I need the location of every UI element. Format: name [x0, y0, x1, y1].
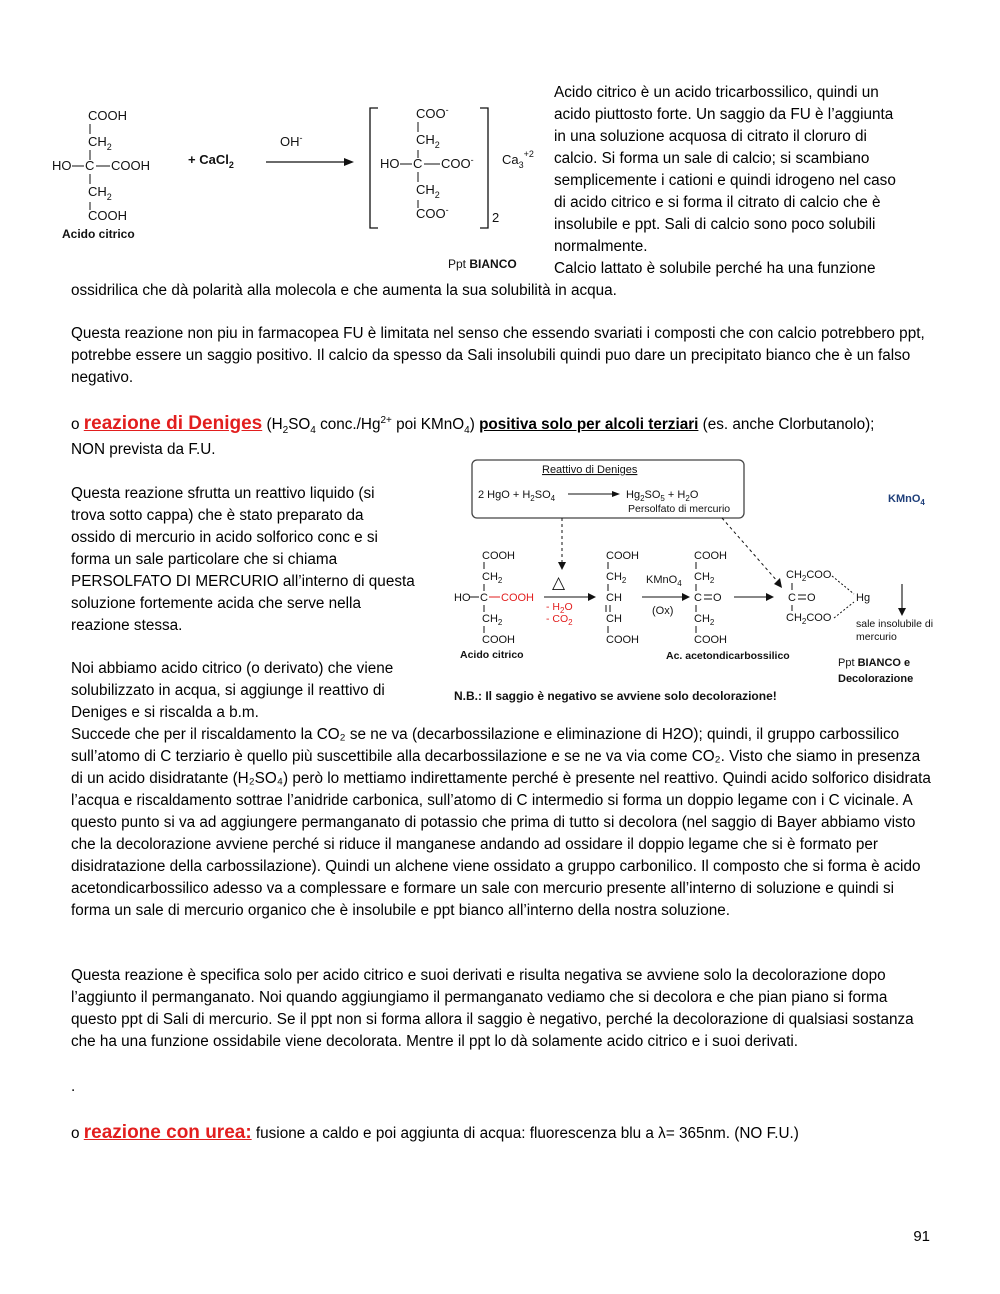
urea-tail: fusione a caldo e poi aggiunta di acqua: fluorescenza blu a [251, 1125, 659, 1142]
line: calcio. Si forma un sale di calcio; si scambiano [554, 150, 870, 167]
fig2-cooh-bot: COOH [482, 634, 515, 646]
right-coo-bot: COO- [416, 205, 449, 221]
right-ch2-top: $CH_2$ [416, 132, 440, 150]
deniges-line2: NON prevista da F.U. [71, 441, 216, 458]
paragraph-procedure [71, 658, 441, 724]
fig2-cooh-top: COOH [482, 550, 515, 562]
aco-ch: CH [606, 592, 622, 604]
sale-line1: sale insolubile di [856, 618, 934, 630]
acd-cooh-bot: COOH [694, 634, 727, 646]
hg-ch2coo-bot: $CH_2COO$ [786, 612, 832, 626]
left-ho: HO [52, 158, 72, 173]
bracket-subscript: 2 [492, 210, 500, 225]
deniges-title: reazione di Deniges [83, 413, 263, 434]
hg-o: O [807, 592, 816, 604]
paragraph-calcium-continuation: ossidrilica che dà polarità alla molecola e che aumenta la sua solubilità in acqua. [71, 282, 617, 299]
fig2-decolorazione: Decolorazione [838, 673, 914, 685]
line: di acido citrico e si forma il citrato di calcio che è [554, 194, 881, 211]
sub: 4 [310, 425, 316, 437]
sale-line2: mercurio [856, 631, 897, 643]
acd-ch2-bot: $CH_2$ [694, 613, 715, 627]
acd-o: O [713, 592, 722, 604]
right-coo-top: COO- [416, 105, 449, 121]
kmno4-top: KMnO$_4$ [888, 493, 925, 507]
line: reazione stessa. [71, 617, 183, 634]
paragraph-persolfato [71, 483, 441, 637]
formula: poi KMnO [391, 416, 465, 433]
fig2-ho: HO [454, 592, 471, 604]
fig2-ch2-bot: $CH_2$ [482, 613, 503, 627]
bullet: o [71, 416, 84, 433]
sub: 4 [464, 425, 470, 437]
ppt-bianco-label: Ppt BIANCO [448, 257, 517, 271]
hg-label: Hg [856, 592, 871, 604]
right-ho: HO [380, 156, 400, 171]
reattivo-title: Reattivo di Deniges [542, 464, 638, 476]
figure-calcium-citrate-reaction [48, 98, 538, 276]
left-ch2-top: $CH_2$ [88, 134, 112, 152]
acd-ch2: $CH_2$ [694, 571, 715, 585]
urea-title: reazione con urea: [83, 1122, 252, 1143]
fig2-cooh-red: COOH [501, 592, 534, 604]
fig2-nb: N.B.: Il saggio è negativo se avviene solo decolorazione! [454, 689, 777, 703]
deniges-tail: (es. anche Clorbutanolo); [698, 416, 875, 433]
urea-heading [71, 1122, 951, 1145]
bullet: o [71, 1125, 84, 1142]
line: Calcio lattato è solubile perché ha una funzione [554, 260, 876, 277]
sup: 2+ [380, 414, 392, 426]
line: semplicemente i cationi e quindi idrogeno nel caso [554, 172, 896, 189]
aco-cooh-bot: COOH [606, 634, 639, 646]
page-number: 91 [913, 1228, 930, 1245]
line: insolubile e ppt. Sali di calcio sono poco solubili [554, 216, 876, 233]
left-ch2-bot: $CH_2$ [88, 184, 112, 202]
deniges-bold-note: positiva solo per alcoli terziari [479, 416, 699, 433]
lambda-symbol: λ [658, 1125, 666, 1142]
aco-cooh-top: COOH [606, 550, 639, 562]
line: Deniges e si riscalda a b.m. [71, 704, 259, 721]
line: solubilizzato in acqua, si aggiunge il reattivo di [71, 682, 385, 699]
deniges-heading [71, 413, 951, 461]
dot: . [71, 1078, 76, 1095]
minus-co2: - $CO_2$ [546, 613, 573, 627]
paragraph-falso-negativo: Questa reazione non piu in farmacopea FU è limitata nel senso che essendo svariati i composti che con calcio potrebbero ppt, potrebbe essere un saggio positivo. Il calcio da spesso da Sali insolubili quindi puo dare un precipitato bianco che è un falso negativo. [71, 325, 925, 386]
paragraph-calcium-right [554, 82, 934, 280]
figure-deniges-reaction [448, 456, 940, 708]
paragraph-specificita: Questa reazione è specifica solo per acido citrico e suoi derivati e risulta negativa se avviene solo la decolorazione dopo l’aggiunto il permanganato. Noi quando aggiungiamo il permanganato vediamo che si decolora e che pian piano si forma questo ppt di Sali di mercurio. Se il ppt non si forma allora il saggio è negativo, perché la decolorazione di qualsiasi sostanza che ha una funzione ossidabile viene decolorata. Mentre il ppt lo dà solamente acido citrico e i suoi derivati. [71, 967, 914, 1050]
fig2-ch2: $CH_2$ [482, 571, 503, 585]
acd-c: C [694, 592, 702, 604]
fig2-ppt: Ppt BIANCO e [838, 657, 911, 669]
formula: (H [262, 416, 283, 433]
delta-icon: △ [552, 573, 566, 592]
left-c: C [85, 158, 95, 173]
line: PERSOLFATO DI MERCURIO all’interno di questa [71, 573, 415, 590]
line: trova sotto cappa) che è stato preparato da [71, 507, 364, 524]
left-cooh-bottom: COOH [88, 208, 127, 223]
hg-ch2coo-top: $CH_2COO$ [786, 569, 832, 583]
aco-ch2: $CH_2$ [606, 571, 627, 585]
acd-cooh-top: COOH [694, 550, 727, 562]
right-ch2-bot: $CH_2$ [416, 182, 440, 200]
line: in una soluzione acquosa di citrato il cloruro di [554, 128, 867, 145]
fig2-citric-name: Acido citrico [460, 649, 524, 661]
line: Questa reazione sfrutta un reattivo liquido (si [71, 485, 375, 502]
line: acido piuttosto forte. Un saggio da FU è l’aggiunta [554, 106, 894, 123]
fig2-c: C [480, 592, 488, 604]
oh-label: OH- [280, 133, 303, 149]
persolfato-label: Persolfato di mercurio [628, 503, 731, 515]
line: forma un sale particolare che si chiama [71, 551, 338, 568]
line: soluzione fortemente acida che serve nella [71, 595, 361, 612]
cacl2-reagent: + CaCl$_2$ [188, 152, 234, 170]
sub: 2 [282, 425, 289, 437]
eq-reagents: 2 HgO + $H_2SO_4$ [478, 489, 556, 503]
hg-c: C [788, 592, 796, 604]
line: Noi abbiamo acido citrico (o derivato) che viene [71, 660, 394, 677]
aco-ch-2: CH [606, 613, 622, 625]
left-cooh-right: COOH [111, 158, 150, 173]
formula: SO [288, 416, 311, 433]
line: ossido di mercurio in acido solforico conc e si [71, 529, 378, 546]
acido-citrico-label: Acido citrico [62, 227, 135, 241]
acd-name: Ac. acetondicarbossilico [666, 650, 790, 662]
kmno4-mid: KMnO$_4$ [646, 574, 682, 588]
ox-label: (Ox) [652, 605, 674, 617]
paragraph-decarbossilazione: Succede che per il riscaldamento la CO₂ se ne va (decarbossilazione e eliminazione di H2O); quindi, il gruppo carbossilico sull’atomo di C terziario è quello più suscettibile alla decarbossilazione e se ne va via come CO₂. Visto che siamo in presenza di un acido disidratante (H₂SO₄) però lo mettiamo indirettamente perché è presente nel reattivo. Quindi acido solforico disidrata l’acqua e riscaldamento sottrae l’anidride carbonica, sull’atomo di C intermedio si forma un doppio legame con i C vicinale. A questo punto si va ad aggiungere permanganato di potassio che prima di tutto si decolora (nel saggio di Bayer abbiamo visto che la decolorazione avviene perché si riduce il manganese andando ad ossidare il doppio legame che si è formato per disidratazione della carbossilazione). Quindi un alchene viene ossidato a gruppo carbonilico. Il composto che si forma è acido acetondicarbossilico adesso va a complessare e formare un sale con mercurio presente all’interno di soluzione e quindi si forma un sale di mercurio organico che è insolubile e ppt bianco all’interno della nostra soluzione. [71, 726, 931, 919]
calcium-ion: $Ca_3^{+2}$ [502, 149, 534, 170]
right-coo-right: COO- [441, 155, 474, 171]
line: normalmente. [554, 238, 648, 255]
urea-tail2: = 365nm. (NO F.U.) [665, 1125, 799, 1142]
formula: ) [469, 416, 480, 433]
left-cooh-top: COOH [88, 108, 127, 123]
eq-products: $Hg_2SO_5 + H_2O$ [626, 489, 699, 503]
line: Acido citrico è un acido tricarbossilico, quindi un [554, 84, 879, 101]
formula: conc./Hg [315, 416, 381, 433]
right-c: C [413, 156, 423, 171]
minus-h2o: - $H_2O$ [546, 601, 573, 615]
